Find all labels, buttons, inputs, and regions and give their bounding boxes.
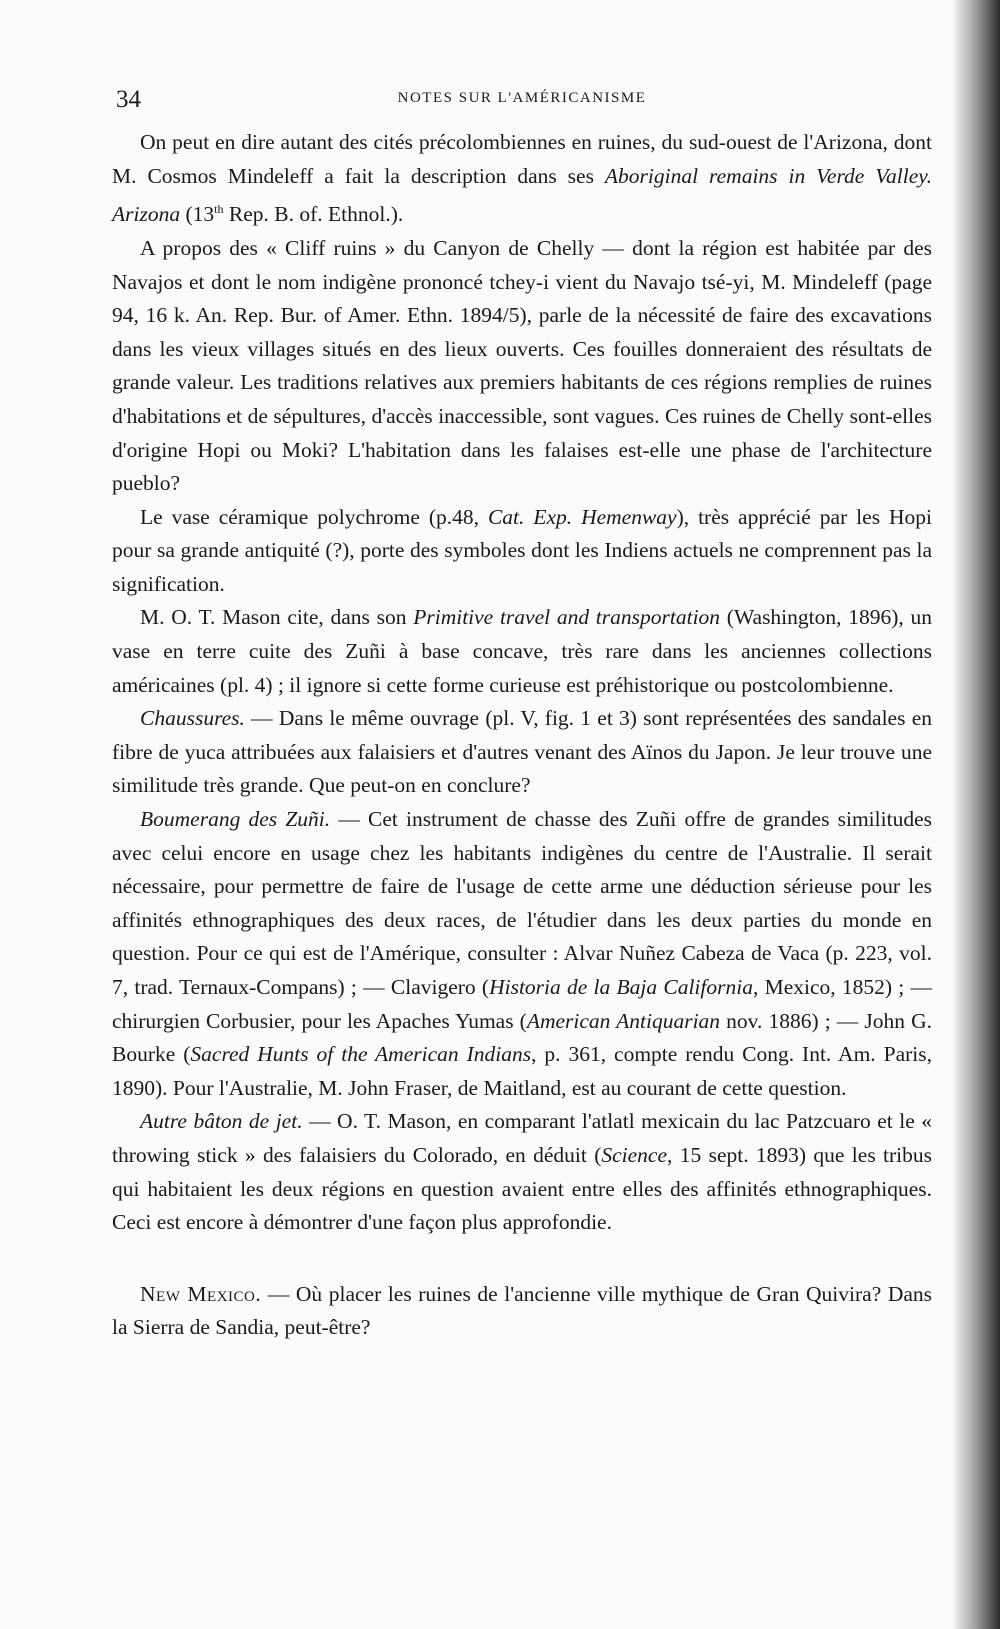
italic-text: Sacred Hunts of the American Indians [190,1042,532,1067]
paragraph [112,232,932,501]
text-run: — Où placer les ruines de l'ancienne ville mythique de Gran Quivira? Dans la Sierra de Sandia, peut-être? [112,1281,932,1340]
section-heading: New Mexico. [140,1281,262,1306]
paragraph [112,601,932,702]
page-edge-shadow [952,0,1000,1629]
paragraph [112,702,932,803]
page-header [112,86,932,114]
paragraph [112,1278,932,1345]
paragraph [112,1105,932,1239]
paragraph [112,803,932,1105]
text-run: , Mexico, 1852) ; — chirurgien Corbusier, pour les Apaches Yumas ( [112,975,933,1033]
text-run: Rep. B. of. Ethnol.). [223,202,404,227]
italic-text: Historia de la Baja California [489,975,753,999]
italic-text: Boumerang des Zuñi. [140,807,331,832]
text-run: (13 [180,202,215,227]
italic-text: Autre bâton de jet. [140,1109,303,1134]
text-run: — Dans le même ouvrage (pl. V, fig. 1 et 3) sont représentées des sandales en fibre de yuca attribuées aux falaisiers et d'autres venant des Aïnos du Japon. Je leur trouve une similitude très grande. Que peut-on en conclure? [112,706,932,798]
italic-text: Primitive travel and transportation [413,605,721,630]
paragraph [112,126,932,232]
running-title: NOTES SUR L'AMÉRICANISME [397,90,647,106]
superscript-text: th [214,202,224,217]
text-run: ), très apprécié par les Hopi pour sa grande antiquité (?), porte des symboles dont les Indiens actuels ne comprennent pas la signification. [112,504,932,596]
italic-text: Aboriginal remains in Verde Valley. Arizona [112,163,933,227]
text-run: Le vase céramique polychrome (p.48, [140,504,488,529]
text-run: (Washington, 1896), un vase en terre cuite des Zuñi à base concave, très rare dans les anciennes collections américaines (pl. 4) ; il ignore si cette forme curieuse est préhistorique ou postcolombienne. [112,605,932,697]
text-run: — Cet instrument de chasse des Zuñi offre de grandes similitudes avec celui encore en usage chez les habitants indigènes du centre de l'Australie. Il serait nécessaire, pour permettre de faire de l'usage de cette arme une déduction sérieuse pour les affinités ethnographiques des deux races, de l'étudier dans les deux parties du monde en question. Pour ce qui est de l'Amérique, consulter : Alvar Nuñez Cabeza de Vaca (p. 223, vol. 7, trad. Ternaux-Compans) ; — Clavigero ( [112,807,932,999]
text-run: On peut en dire autant des cités précolombiennes en ruines, du sud-ouest de l'Arizona, dont M. Cosmos Mindeleff a fait la description dans ses [112,130,932,188]
italic-text: Chaussures. [140,706,245,731]
text-run: — O. T. Mason, en comparant l'atlatl mexicain du lac Patzcuaro et le « throwing stick » des falaisiers du Colorado, en déduit ( [112,1109,932,1167]
text-run: , p. 361, compte rendu Cong. Int. Am. Paris, 1890). Pour l'Australie, M. John Fraser, de Maitland, est au courant de cette question. [112,1042,933,1100]
italic-text: American Antiquarian [526,1008,721,1033]
text-run: M. O. T. Mason cite, dans son [140,605,414,630]
italic-text: Cat. Exp. Hemenway [487,504,677,529]
body-text [112,126,932,1345]
text-run: nov. 1886) ; — John G. Bourke ( [112,1008,932,1067]
italic-text: Science [601,1142,668,1167]
text-run: , 15 sept. 1893) que les tribus qui habitaient les deux régions en question avaient entre elles des affinités ethnographiques. Ceci est encore à démontrer d'une façon plus approfondie. [112,1142,932,1235]
paragraph [112,501,932,602]
page-number: 34 [116,86,141,113]
text-run: A propos des « Cliff ruins » du Canyon de Chelly — dont la région est habitée par des Navajos et dont le nom indigène prononcé tchey-i vient du Navajo tsé-yi, M. Mindeleff (page 94, 16 k. An. Rep. Bur. of Amer. Ethn. 1894/5), parle de la nécessité de faire des excavations dans les vieux villages situés en des lieux ouverts. Ces fouilles donneraient des résultats de grande valeur. Les traditions relatives aux premiers habitants de ces régions remplies de ruines d'habitations et de sépultures, d'accès inaccessible, sont vagues. Ces ruines de Chelly sont-elles d'origine Hopi ou Moki? L'habitation dans les falaises est-elle une phase de l'architecture pueblo? [112,235,932,496]
